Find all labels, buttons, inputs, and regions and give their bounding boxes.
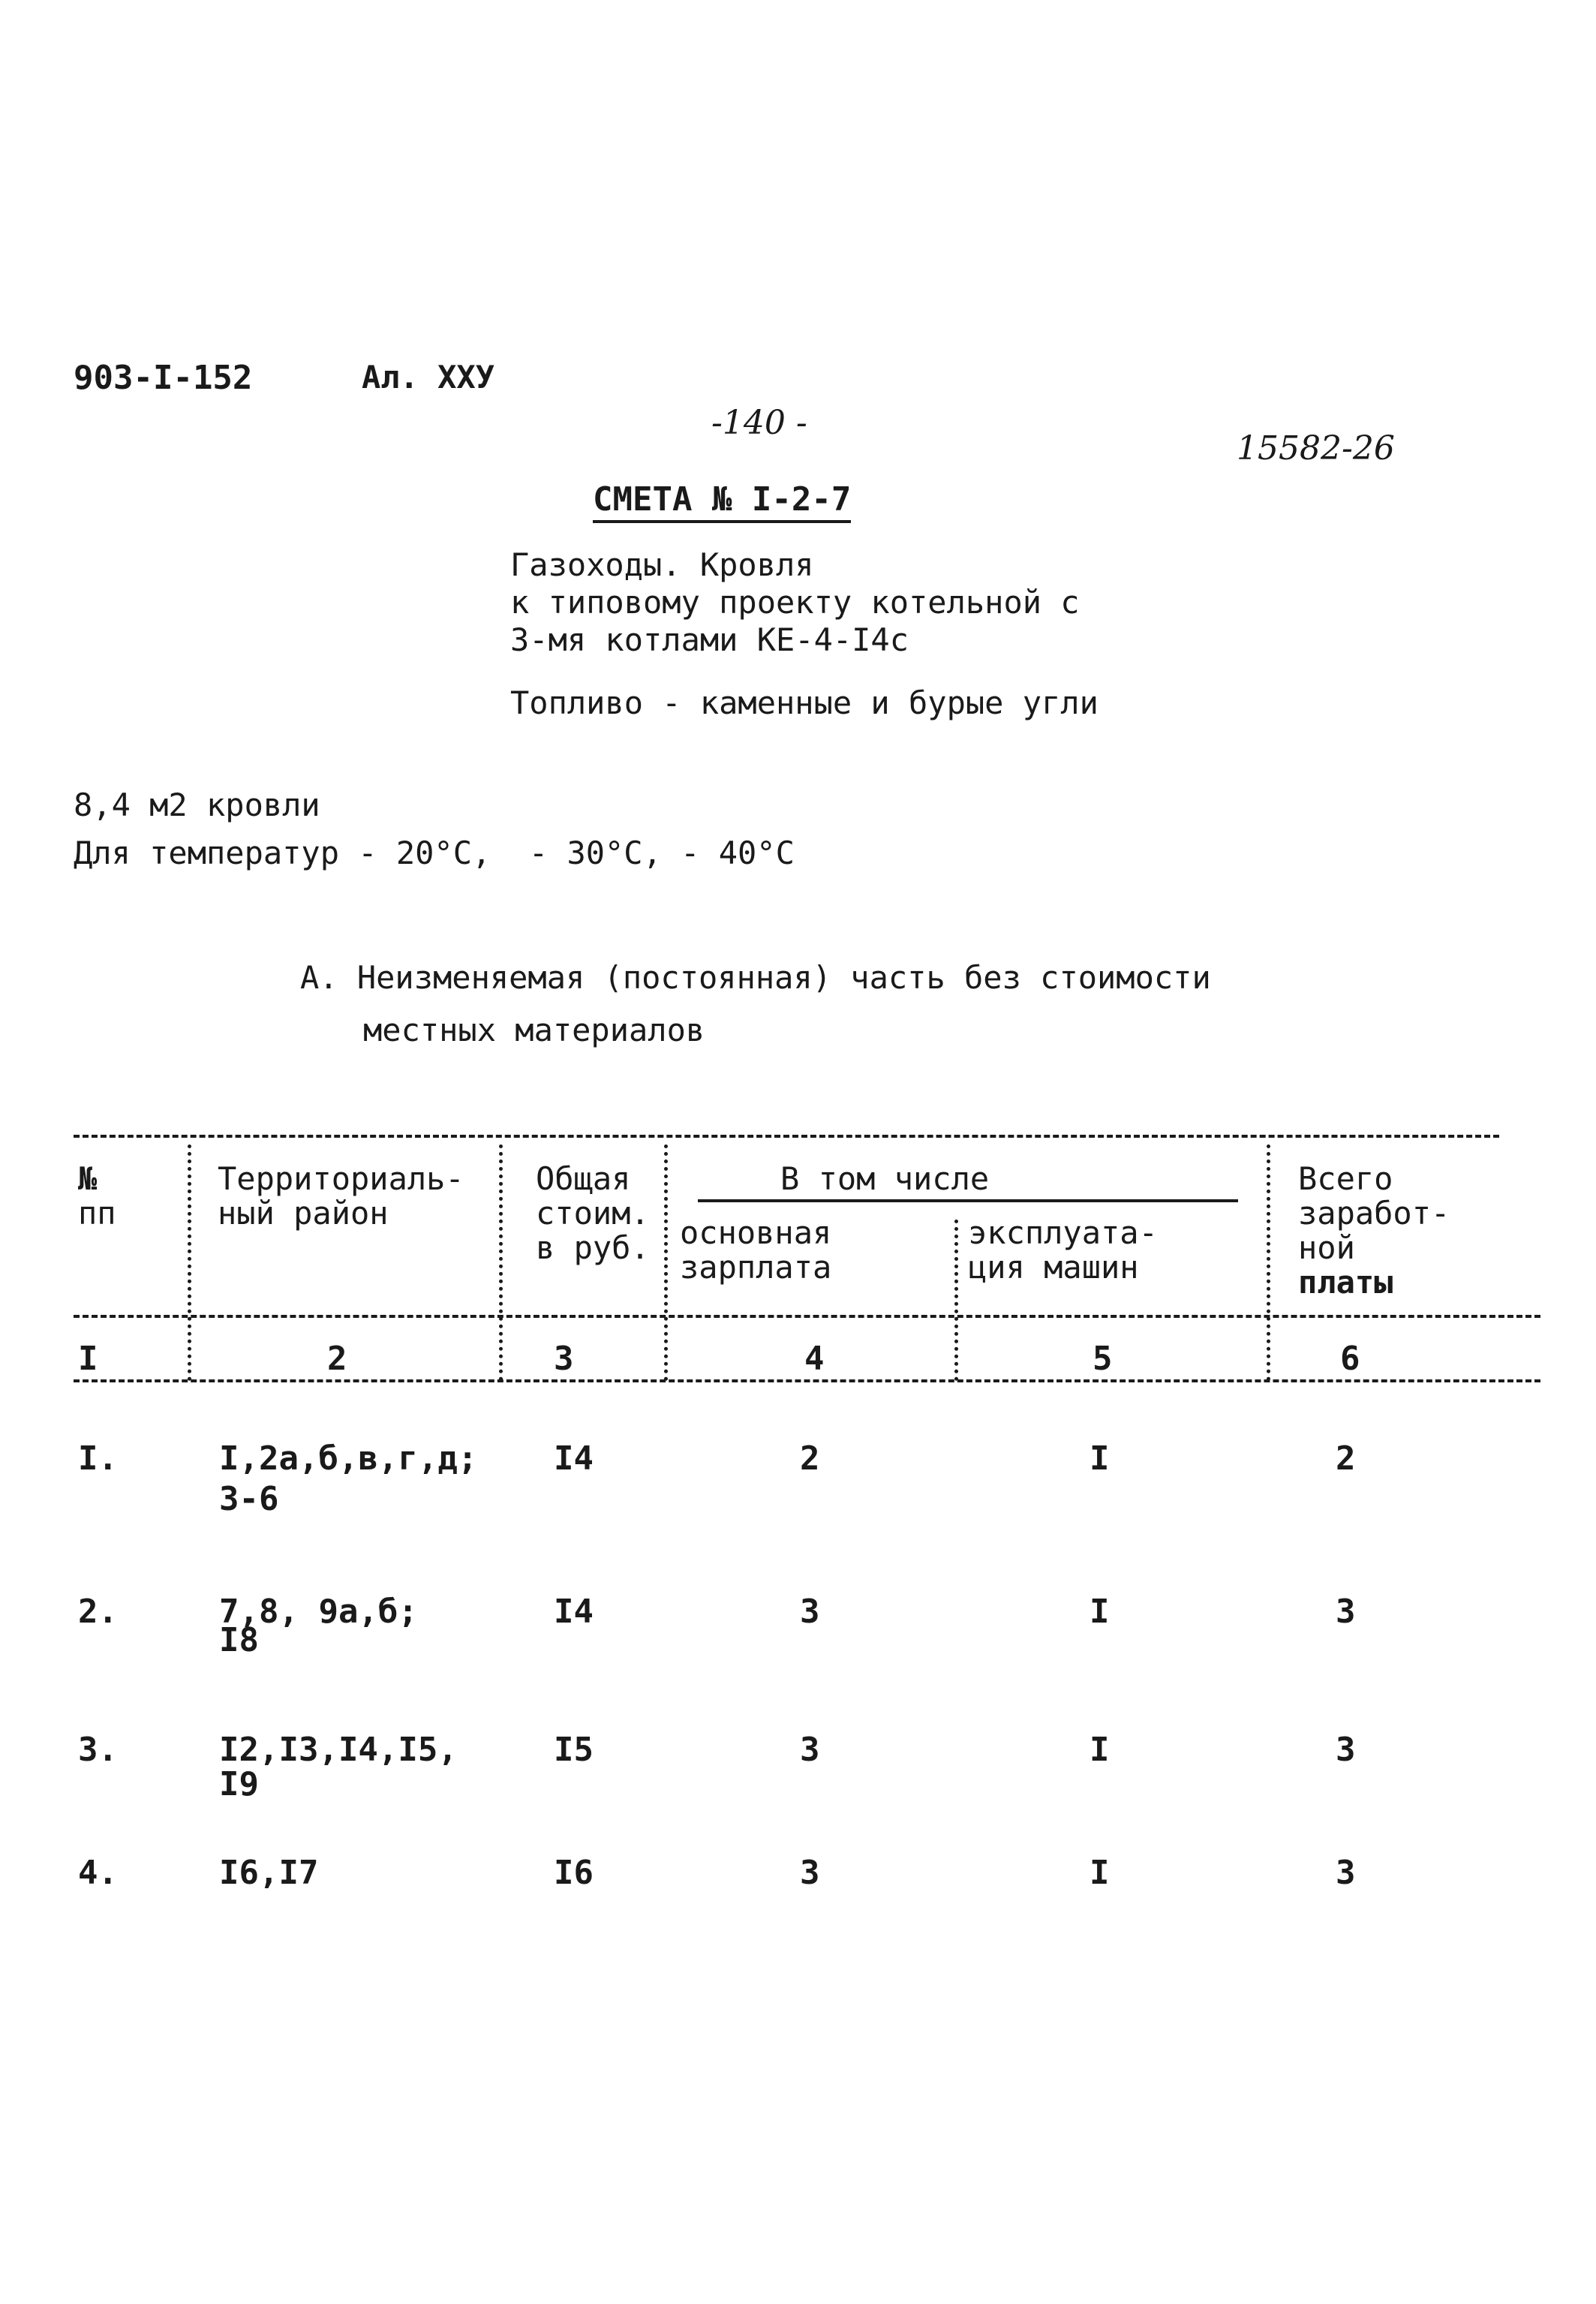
row-wage: 3 xyxy=(800,1854,820,1892)
row-region-line-2: 3-6 xyxy=(219,1480,279,1518)
table-top-rule xyxy=(74,1135,1499,1138)
colnum-bottom-rule xyxy=(74,1379,1540,1382)
row-wage: 3 xyxy=(800,1731,820,1769)
title-line-3: 3-мя котлами КЕ-4-I4с xyxy=(510,621,909,658)
col-num-header-line-1: № xyxy=(78,1160,98,1197)
roof-area: 8,4 м2 кровли xyxy=(74,787,320,823)
row-num: 4. xyxy=(78,1854,118,1892)
fuel-line: Топливо - каменные и бурые угли xyxy=(510,684,1099,721)
row-total: I5 xyxy=(554,1731,594,1769)
row-region-line-1: 7,8, 9а,б; xyxy=(219,1593,418,1631)
group-header: В том числе xyxy=(780,1160,990,1197)
row-all-wage: 3 xyxy=(1336,1593,1356,1631)
section-line-2: местных материалов xyxy=(363,1012,705,1048)
col-region-header-line-1: Территориаль- xyxy=(218,1160,464,1197)
col-allwage-header-line-1: Всего xyxy=(1298,1160,1393,1197)
group-underline xyxy=(698,1199,1238,1202)
col-allwage-header-line-3: ной xyxy=(1298,1229,1355,1266)
colnum-2: 2 xyxy=(327,1340,347,1378)
archive-number: 15582-26 xyxy=(1237,429,1395,468)
section-line-1: А. Неизменяемая (постоянная) часть без стоимости xyxy=(300,959,1211,996)
title-line-2: к типовому проекту котельной с xyxy=(510,584,1080,621)
col-machines-header-line-2: ция машин xyxy=(968,1249,1139,1286)
row-region-line-1: I,2а,б,в,г,д; xyxy=(219,1439,478,1478)
header-bottom-rule xyxy=(74,1315,1540,1318)
colnum-3: 3 xyxy=(554,1340,574,1378)
row-num: 2. xyxy=(78,1593,118,1631)
col-wage-header-line-1: основная xyxy=(680,1214,832,1251)
row-region-line-1: I6,I7 xyxy=(219,1854,319,1892)
divider-3 xyxy=(664,1144,668,1381)
divider-1 xyxy=(188,1144,191,1381)
row-all-wage: 3 xyxy=(1336,1854,1356,1892)
colnum-1: I xyxy=(78,1340,98,1378)
col-allwage-header-line-2: заработ- xyxy=(1298,1195,1450,1232)
row-machines: I xyxy=(1090,1593,1110,1631)
row-region-line-1: I2,I3,I4,I5, xyxy=(219,1731,458,1769)
col-region-header-line-2: ный район xyxy=(218,1195,389,1232)
divider-5 xyxy=(1267,1144,1270,1381)
row-wage: 3 xyxy=(800,1593,820,1631)
divider-2 xyxy=(499,1144,503,1381)
col-machines-header-line-1: эксплуата- xyxy=(968,1214,1158,1251)
colnum-6: 6 xyxy=(1340,1340,1360,1378)
divider-4 xyxy=(954,1220,958,1381)
col-total-header-line-3: в руб. xyxy=(536,1229,650,1266)
temperatures: Для температур - 20°С, - 30°С, - 40°С xyxy=(74,835,795,871)
page-number: -140 - xyxy=(711,404,807,442)
row-total: I6 xyxy=(554,1854,594,1892)
row-wage: 2 xyxy=(800,1439,820,1478)
col-total-header-line-2: стоим. xyxy=(536,1195,650,1232)
row-total: I4 xyxy=(554,1439,594,1478)
smeta-title: СМЕТА № I-2-7 xyxy=(593,480,851,523)
doc-code: 903-I-152 xyxy=(74,359,253,397)
row-region-line-2: I9 xyxy=(219,1765,259,1803)
row-total: I4 xyxy=(554,1593,594,1631)
row-machines: I xyxy=(1090,1439,1110,1478)
col-total-header-line-1: Общая xyxy=(536,1160,631,1197)
col-wage-header-line-2: зарплата xyxy=(680,1249,832,1286)
colnum-5: 5 xyxy=(1093,1340,1113,1378)
col-allwage-header-line-4: платы xyxy=(1298,1264,1393,1301)
colnum-4: 4 xyxy=(804,1340,825,1378)
row-all-wage: 2 xyxy=(1336,1439,1356,1478)
row-all-wage: 3 xyxy=(1336,1731,1356,1769)
row-machines: I xyxy=(1090,1731,1110,1769)
row-region-line-2: I8 xyxy=(219,1621,259,1659)
col-num-header-line-2: пп xyxy=(78,1195,116,1232)
row-num: I. xyxy=(78,1439,118,1478)
row-machines: I xyxy=(1090,1854,1110,1892)
album-label: Ал. XXУ xyxy=(362,359,495,396)
title-line-1: Газоходы. Кровля xyxy=(510,546,814,583)
row-num: 3. xyxy=(78,1731,118,1769)
